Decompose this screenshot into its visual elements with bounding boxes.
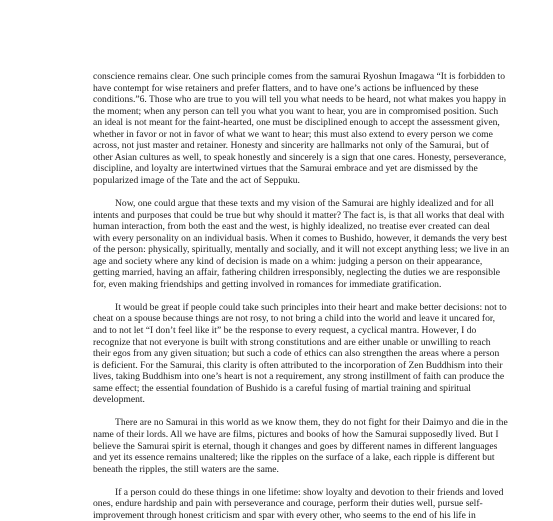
text-line: and yet its essence remains unaltered; like the ripples on the surface of a lake, each ripple is different but: [93, 452, 495, 464]
text-line: for, even making friendships and getting involved in romances for immediate gratification.: [93, 278, 442, 290]
text-line: If a person could do these things in one lifetime: show loyalty and devotion to their friends and loved: [115, 486, 504, 498]
text-line: believe the Samurai spirit is eternal, though it changes and goes by different names in different languages: [93, 440, 498, 452]
document-body: [93, 71, 553, 521]
text-line: beneath the ripples, the still waters are the same.: [93, 463, 279, 475]
paragraph-5: [93, 487, 553, 521]
text-line: lives, taking Buddhism into one’s heart is not a requirement, any strong instillment of faith can produce the: [93, 371, 505, 383]
text-line: the moment; when any person can tell you what you want to hear, you are in compromised position. Such: [93, 105, 499, 117]
text-line: have contempt for wise retainers and prefer flatters, and to have one’s actions be influenced by these: [93, 82, 479, 94]
text-line: improvement through honest criticism and spar with every other, who seems to the end of his life in: [93, 509, 476, 521]
text-line: conscience remains clear. One such principle comes from the samurai Ryoshun Imagawa “It is forbidden to: [93, 71, 506, 82]
text-line: and to not let “I don’t feel like it” be the response to every request, a cyclical mantra. However, I do: [93, 325, 477, 337]
paragraph-4: [93, 417, 553, 475]
text-line: same effect; the essential foundation of Bushido is a careful fusing of martial training and spiritual: [93, 382, 471, 394]
text-line: their egos from any given situation; but such a code of ethics can also strengthen the areas where a person: [93, 348, 500, 360]
text-line: of the person: physically, spiritually, mentally and socially, and it will not except anything less; we live in an: [93, 244, 510, 256]
text-line: recognize that not everyone is built with strong constitutions and are either unable or unwilling to reach: [93, 336, 491, 348]
text-line: conditions.”6. Those who are true to you will tell you what needs to be heard, not what makes you happy in: [93, 94, 507, 106]
text-line: It would be great if people could take such principles into their heart and make better decisions: not to: [115, 301, 507, 313]
text-line: popularized image of the Tate and the act of Seppuku.: [93, 174, 300, 186]
paragraph-spacer: [93, 475, 553, 487]
paragraph-3: [93, 302, 553, 406]
text-line: intents and purposes that could be true but why should it matter? The fact is, is that all works that deal with: [93, 209, 505, 221]
paragraph-1: [93, 71, 553, 186]
text-line: There are no Samurai in this world as we know them, they do not fight for their Daimyo and die in the: [115, 417, 508, 429]
paragraph-spacer: [93, 290, 553, 302]
text-line: name of their lords. All we have are films, pictures and books of how the Samurai supposedly lived. But I: [93, 428, 499, 440]
text-line: other Asian cultures as well, to speak honestly and sincerely is a sign that one cares. Honesty, perseverance,: [93, 151, 507, 163]
paragraph-spacer: [93, 186, 553, 198]
text-line: cheat on a spouse because things are not rosy, to not bring a child into the world and leave it uncared for,: [93, 313, 496, 325]
text-line: development.: [93, 394, 145, 406]
paragraph-spacer: [93, 406, 553, 418]
text-line: human interaction, from both the east and the west, is highly idealized, no treatise ever created can deal: [93, 221, 490, 233]
text-line: an ideal is not meant for the faint-hearted, one must be disciplined enough to accept the assessment given,: [93, 117, 500, 129]
text-line: age and society where any kind of decision is made on a whim: judging a person on their appearance,: [93, 255, 483, 267]
paragraph-2: [93, 198, 553, 290]
text-line: getting married, having an affair, fathering children irresponsibly, neglecting the duties we are responsible: [93, 267, 500, 279]
text-line: across, not just master and retainer. Honesty and sincerity are hallmarks not only of the Samurai, but of: [93, 140, 489, 152]
text-line: Now, one could argue that these texts and my vision of the Samurai are highly idealized and for all: [115, 198, 494, 210]
text-line: is deficient. For the Samurai, this clarity is often attributed to the incorporation of Zen Buddhism into their: [93, 359, 503, 371]
text-line: ones, endure hardship and pain with perseverance and courage, perform their duties well, pursue self-: [93, 498, 483, 510]
text-line: whether in favor or not in favor of what we want to hear; this must also extend to every person we come: [93, 128, 493, 140]
text-line: with every personality on an individual basis. When it comes to Bushido, however, it demands the very best: [93, 232, 508, 244]
text-line: discipline, and loyalty are intertwined virtues that the Samurai embrace and yet are dismissed by the: [93, 163, 478, 175]
